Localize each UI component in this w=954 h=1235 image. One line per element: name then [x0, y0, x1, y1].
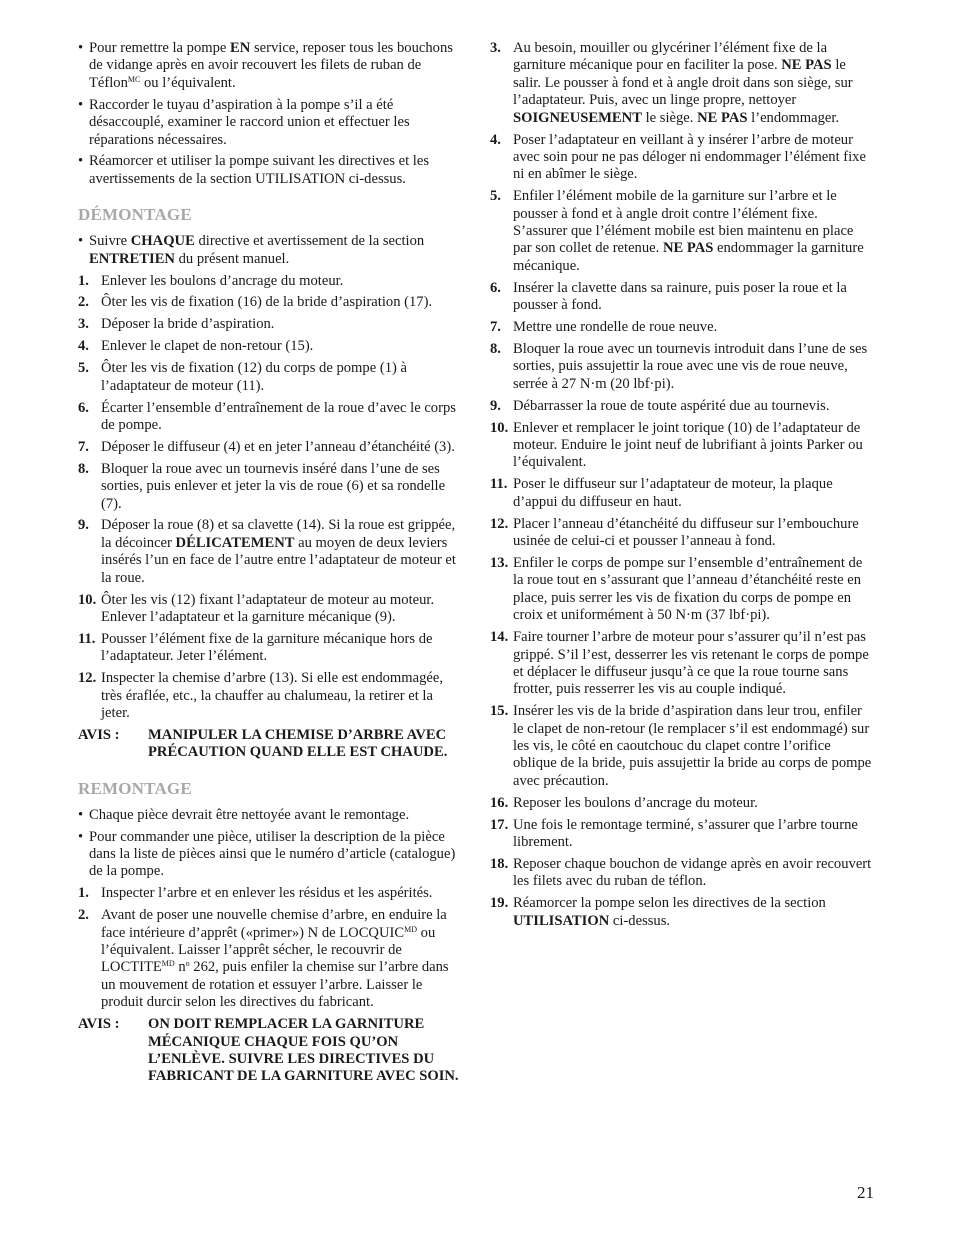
bullet-item: [78, 807, 462, 824]
text-run: au moyen de deux leviers insérés l’un en face de l’autre entre l’adaptateur de moteur et la roue.: [101, 534, 456, 586]
step-number: 17.: [490, 816, 509, 833]
step-number: 2.: [78, 294, 89, 311]
step-number: 9.: [490, 397, 501, 414]
step-number: 1.: [78, 272, 89, 289]
bold-text: DÉLICATEMENT: [175, 534, 295, 551]
text-run: Déposer la roue (8) et sa clavette (14). Si la roue est grippée, la décoincer: [101, 517, 456, 551]
text-run: Faire tourner l’arbre de moteur pour s’assurer qu’il n’est pas grippé. S’il l’est, desserrer les vis retenant le corps de pompe et déplacer le diffuseur jusqu’à ce que la roue tourne sans frotter, puis resserrer les vis au couple indiqué.: [513, 629, 869, 698]
numbered-step: [78, 907, 462, 1011]
step-text: [101, 461, 445, 512]
step-text: [513, 40, 853, 126]
step-text: [101, 670, 443, 721]
step-text: [101, 517, 456, 585]
numbered-step: [490, 856, 874, 891]
step-number: 10.: [78, 591, 97, 608]
bullet-item: [78, 97, 462, 149]
numbered-step: [490, 398, 874, 415]
bullet-text: [89, 97, 410, 148]
text-run: Inspecter l’arbre et en enlever les résidus et les aspérités.: [101, 885, 433, 902]
text-run: Pousser l’élément fixe de la garniture mécanique hors de l’adaptateur. Jeter l’élément.: [101, 630, 433, 665]
text-run: Enlever les boulons d’ancrage du moteur.: [101, 272, 344, 289]
step-text: [101, 885, 432, 901]
text-run: Insérer la clavette dans sa rainure, puis poser la roue et la pousser à fond.: [513, 279, 847, 314]
step-text: [513, 703, 871, 789]
step-number: 11.: [490, 476, 508, 493]
superscript-text: MD: [404, 924, 417, 934]
step-text: [513, 420, 863, 471]
step-text: [513, 398, 829, 414]
text-run: Enlever le clapet de non-retour (15).: [101, 338, 314, 355]
text-run: Reposer chaque bouchon de vidange après en avoir recouvert les filets avec du ruban de téflon.: [513, 855, 872, 890]
bold-text: NE PAS: [697, 109, 748, 126]
text-run: Ôter les vis de fixation (16) de la bride d’aspiration (17).: [101, 294, 433, 311]
text-run: Bloquer la roue avec un tournevis inséré dans l’une de ses sorties, puis enlever et jeter la vis de roue (6) et sa rondelle (7).: [101, 460, 446, 512]
step-text: [513, 280, 847, 313]
step-text: [101, 316, 274, 332]
text-run: Placer l’anneau d’étanchéité du diffuseur sur l’embouchure usinée de celui-ci et pousser l’anneau à fond.: [513, 515, 859, 550]
bullet-marker: •: [78, 233, 84, 250]
step-number: 11.: [78, 630, 96, 647]
numbered-step: [490, 817, 874, 852]
text-run: du présent manuel.: [174, 250, 290, 267]
superscript-text: o: [185, 959, 190, 969]
step-number: 9.: [78, 517, 89, 534]
step-text: [101, 631, 432, 664]
step-number: 8.: [490, 341, 501, 357]
step-number: 2.: [78, 907, 89, 924]
numbered-step: [490, 703, 874, 790]
step-text: [101, 907, 449, 1010]
text-run: Enfiler le corps de pompe sur l’ensemble d’entraînement de la roue tout en s’assurant que l’anneau d’étanchéité reste en place, puis serrer les vis de fixation du corps de pompe en croix et uniformément à 50 N·m (37 lbf·pi).: [513, 554, 863, 624]
bullet-marker: •: [78, 828, 84, 845]
numbered-step: [78, 316, 462, 333]
step-text: [513, 555, 862, 623]
step-text: [101, 338, 313, 354]
step-text: [513, 188, 864, 274]
text-run: le salir. Le pousser à fond et à angle droit dans son siège, sur l’adaptateur. Puis, avec un linge propre, nettoyer: [513, 57, 853, 109]
text-run: Enfiler l’élément mobile de la garniture sur l’arbre et le pousser à fond et à angle droit contre l’élément fixe. S’assurer que l’élément mobile est bien maintenu en place par son collet de retenue.: [513, 188, 854, 257]
text-run: Mettre une rondelle de roue neuve.: [513, 319, 718, 336]
step-text: [513, 319, 717, 335]
section-heading: DÉMONTAGE: [78, 205, 192, 225]
section-heading: REMONTAGE: [78, 778, 192, 798]
text-run: Pour remettre la pompe: [89, 40, 231, 56]
step-number: 1.: [78, 885, 89, 902]
text-run: Débarrasser la roue de toute aspérité due au tournevis.: [513, 397, 830, 414]
text-run: Une fois le remontage terminé, s’assurer que l’arbre tourne librement.: [513, 816, 858, 851]
step-text: [101, 294, 432, 310]
numbered-step: [490, 319, 874, 336]
text-run: Pour commander une pièce, utiliser la description de la pièce dans la liste de pièces ainsi que le numéro d’article (catalogue) de la pompe.: [89, 828, 456, 880]
text-run: Ôter les vis de fixation (12) du corps de pompe (1) à l’adaptateur de moteur (11).: [101, 360, 407, 394]
numbered-step: [78, 400, 462, 435]
numbered-step: [78, 592, 462, 627]
step-number: 5.: [78, 360, 89, 377]
step-number: 13.: [490, 554, 509, 571]
step-number: 3.: [490, 40, 501, 56]
text-run: Déposer le diffuseur (4) et en jeter l’anneau d’étanchéité (3).: [101, 438, 455, 455]
step-number: 19.: [490, 895, 509, 912]
text-run: ou l’équivalent. Laisser l’apprêt sécher, le recouvrir de LOCTITE: [101, 924, 436, 976]
step-number: 14.: [490, 629, 509, 646]
bullet-text: [89, 829, 455, 880]
notice: [78, 727, 462, 762]
text-run: endommager la garniture mécanique.: [513, 240, 864, 274]
numbered-step: [78, 461, 462, 513]
text-run: Écarter l’ensemble d’entraînement de la roue d’avec le corps de pompe.: [101, 399, 456, 433]
step-number: 4.: [78, 338, 89, 355]
step-number: 12.: [490, 515, 509, 532]
bold-text: NE PAS: [781, 57, 832, 74]
step-number: 4.: [490, 131, 501, 148]
notice: [78, 1016, 462, 1086]
step-text: [101, 439, 455, 455]
step-number: 8.: [78, 460, 89, 477]
step-text: [513, 516, 859, 549]
notice-label: AVIS :: [78, 726, 120, 743]
step-number: 7.: [490, 319, 501, 336]
step-text: [513, 629, 869, 697]
bullet-marker: •: [78, 806, 84, 823]
step-number: 6.: [78, 399, 89, 416]
step-number: 3.: [78, 316, 89, 333]
step-text: [513, 895, 826, 928]
text-run: Inspecter la chemise d’arbre (13). Si elle est endommagée, très éraflée, etc., la chauffer au chalumeau, la retirer et la jeter.: [101, 670, 443, 721]
step-text: [101, 400, 456, 433]
text-run: le siège.: [641, 109, 698, 126]
superscript-text: MC: [127, 74, 141, 84]
bold-text: SOIGNEUSEMENT: [513, 109, 642, 126]
text-run: Chaque pièce devrait être nettoyée avant le remontage.: [89, 806, 410, 823]
bullet-text: [89, 807, 409, 823]
numbered-step: [78, 885, 462, 902]
bullet-marker: •: [78, 153, 84, 170]
bold-text: UTILISATION: [513, 912, 610, 929]
text-run: Déposer la bride d’aspiration.: [101, 316, 275, 333]
numbered-step: [78, 439, 462, 456]
step-text: [513, 476, 833, 509]
step-number: 7.: [78, 438, 89, 455]
notice-label: AVIS :: [78, 1016, 120, 1033]
page-number: 21: [857, 1183, 874, 1202]
text-run: Au besoin, mouiller ou glycériner l’élément fixe de la garniture mécanique pour en faciliter la pose.: [513, 40, 828, 74]
numbered-step: [490, 629, 874, 699]
numbered-step: [78, 631, 462, 666]
numbered-step: [78, 273, 462, 290]
step-text: [513, 817, 858, 850]
step-number: 12.: [78, 670, 97, 687]
notice-text: MANIPULER LA CHEMISE D’ARBRE AVEC PRÉCAUTION QUAND ELLE EST CHAUDE.: [148, 726, 448, 761]
step-text: [101, 592, 434, 625]
bullet-marker: •: [78, 40, 84, 56]
text-run: Enlever et remplacer le joint torique (10) de l’adaptateur de moteur. Enduire le joint neuf de lubrifiant à joints Parker ou l’équivalent.: [513, 419, 863, 471]
numbered-step: [490, 188, 874, 275]
step-text: [513, 341, 867, 392]
text-run: n: [174, 959, 186, 976]
text-run: Raccorder le tuyau d’aspiration à la pompe s’il a été désaccouplé, examiner le raccord union et effectuer les réparations nécessaires.: [89, 96, 410, 148]
text-run: Réamorcer et utiliser la pompe suivant les directives et les avertissements de la section UTILISATION ci-dessus.: [89, 153, 430, 187]
text-run: Poser le diffuseur sur l’adaptateur de moteur, la plaque d’appui du diffuseur en haut.: [513, 476, 833, 510]
step-text: [101, 360, 407, 393]
numbered-step: [490, 341, 874, 393]
numbered-step: [490, 40, 874, 127]
text-run: Bloquer la roue avec un tournevis introduit dans l’une de ses sorties, puis assujettir la roue avec une vis de roue neuve, serrée à 27 N·m (20 lbf·pi).: [513, 341, 868, 392]
step-number: 10.: [490, 419, 509, 436]
bold-text: NE PAS: [662, 240, 714, 257]
text-run: 262, puis enfiler la chemise sur l’arbre dans un mouvement de rotation et essuyer l’arbre. Laisser le produit durcir selon les directives du fabricant.: [101, 959, 449, 1011]
bullet-text: [89, 153, 429, 186]
numbered-step: [78, 338, 462, 355]
numbered-step: [78, 670, 462, 722]
bold-text: EN: [230, 40, 251, 56]
numbered-step: [490, 795, 874, 812]
numbered-step: [490, 420, 874, 472]
text-run: Réamorcer la pompe selon les directives de la section: [513, 895, 826, 912]
bullet-text: [89, 233, 424, 266]
bullet-item: [78, 829, 462, 881]
text-run: ou l’équivalent.: [140, 74, 236, 91]
bullet-item: [78, 153, 462, 188]
bullet-item: [78, 40, 462, 92]
text-run: directive et avertissement de la section: [194, 233, 425, 250]
numbered-step: [490, 476, 874, 511]
step-number: 15.: [490, 703, 509, 720]
text-run: Reposer les boulons d’ancrage du moteur.: [513, 794, 758, 811]
step-text: [101, 273, 343, 289]
bullet-text: [89, 40, 453, 91]
numbered-step: [490, 132, 874, 184]
text-run: ci-dessus.: [609, 912, 671, 929]
numbered-step: [490, 280, 874, 315]
numbered-step: [490, 895, 874, 930]
step-text: [513, 795, 758, 811]
text-run: l’endommager.: [747, 109, 840, 126]
step-number: 18.: [490, 855, 509, 872]
text-run: Ôter les vis (12) fixant l’adaptateur de moteur au moteur. Enlever l’adaptateur et la garniture mécanique (9).: [101, 591, 435, 625]
text-run: Avant de poser une nouvelle chemise d’arbre, en enduire la face intérieure d’apprêt («primer») N de LOCQUIC: [101, 907, 447, 941]
step-text: [513, 132, 866, 183]
numbered-step: [78, 294, 462, 311]
numbered-step: [490, 516, 874, 551]
left-column: [78, 40, 462, 1090]
step-number: 16.: [490, 794, 509, 811]
bold-text: ENTRETIEN: [89, 250, 175, 267]
notice-text: ON DOIT REMPLACER LA GARNITURE MÉCANIQUE CHAQUE FOIS QU’ON L’ENLÈVE. SUIVRE LES DIRECTIVES DU FABRICANT DE LA GARNITURE AVEC SOIN.: [148, 1016, 459, 1085]
step-number: 6.: [490, 279, 501, 296]
text-run: Suivre: [89, 233, 131, 250]
numbered-step: [78, 517, 462, 587]
superscript-text: MD: [161, 959, 175, 969]
bullet-item: [78, 233, 462, 268]
numbered-step: [78, 360, 462, 395]
bold-text: CHAQUE: [130, 233, 195, 250]
numbered-step: [490, 555, 874, 625]
step-text: [513, 856, 871, 889]
step-number: 5.: [490, 188, 501, 205]
text-run: service, reposer tous les bouchons de vidange après en avoir recouvert les filets de ruban de Téflon: [89, 40, 453, 91]
right-column: [490, 40, 874, 935]
text-run: Insérer les vis de la bride d’aspiration dans leur trou, enfiler le clapet de non-retour (le remplacer s’il est endommagé) sur les vis, le côté en caoutchouc du clapet contre l’orifice oblique de la bride, puis assujettir la bride au corps de pompe avec précaution.: [513, 703, 872, 789]
text-run: Poser l’adaptateur en veillant à y insérer l’arbre de moteur avec soin pour ne pas déloger ni endommager l’élément fixe ni en abîmer le siège.: [513, 131, 866, 183]
bullet-marker: •: [78, 96, 84, 113]
